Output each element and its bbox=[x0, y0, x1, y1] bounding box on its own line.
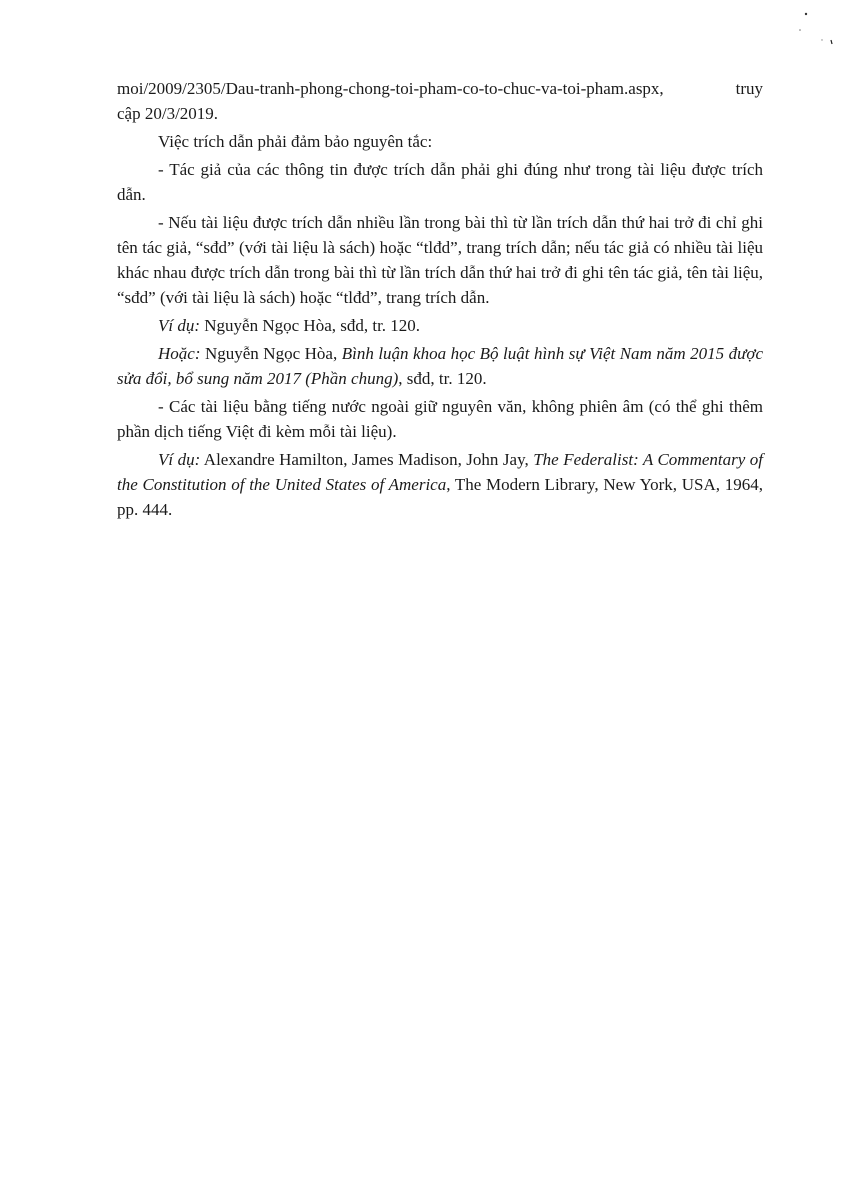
rule-foreign-paragraph: - Các tài liệu bằng tiếng nước ngoài giữ nguyên văn, không phiên âm (có thể ghi thêm phần dịch tiếng Việt đi kèm mỗi tài liệu). bbox=[117, 397, 763, 441]
example-3-title: The Federalist: A Commentary of the Constitution of the United States of America bbox=[117, 450, 763, 494]
scan-speck-marks bbox=[790, 10, 840, 50]
document-body bbox=[117, 76, 763, 522]
citation-url: moi/2009/2305/Dau-tranh-phong-chong-toi-pham-co-to-chuc-va-toi-pham.aspx, bbox=[117, 79, 664, 98]
example-1-paragraph bbox=[117, 313, 763, 338]
example-3-tail: , The Modern Library, New York, USA, 1964, pp. 444. bbox=[117, 475, 763, 519]
example-1-text: Nguyễn Ngọc Hòa, sđd, tr. 120. bbox=[200, 316, 421, 335]
example-3-paragraph bbox=[117, 447, 763, 522]
citation-access-label: truy bbox=[735, 79, 763, 98]
citation-access-date: cập 20/3/2019. bbox=[117, 104, 219, 123]
example-3-authors: Alexandre Hamilton, James Madison, John Jay, bbox=[200, 450, 534, 469]
example-2-tail: , sđd, tr. 120. bbox=[398, 369, 487, 388]
citation-url-line bbox=[117, 76, 763, 101]
example-2-label: Hoặc: bbox=[158, 344, 201, 363]
example-2-title: Bình luận khoa học Bộ luật hình sự Việt Nam năm 2015 được sửa đổi, bổ sung năm 2017 (Phần chung) bbox=[117, 344, 764, 388]
example-1-label: Ví dụ: bbox=[158, 316, 201, 335]
rule-repeat-paragraph: - Nếu tài liệu được trích dẫn nhiều lần trong bài thì từ lần trích dẫn thứ hai trở đi chỉ ghi tên tác giả, “sđd” (với tài liệu là sách) hoặc “tlđd”, trang trích dẫn; nếu tác giả có nhiều tài liệu khác nhau được trích dẫn trong bài thì từ lần trích dẫn thứ hai trở đi ghi tên tác giả, tên tài liệu, “sđd” (với tài liệu là sách) hoặc “tlđd”, trang trích dẫn. bbox=[117, 213, 763, 307]
rule-author-paragraph: - Tác giả của các thông tin được trích dẫn phải ghi đúng như trong tài liệu được trích dẫn. bbox=[117, 160, 763, 204]
principles-intro: Việc trích dẫn phải đảm bảo nguyên tắc: bbox=[158, 132, 433, 151]
example-2-author: Nguyễn Ngọc Hòa, bbox=[200, 344, 342, 363]
example-3-label: Ví dụ: bbox=[158, 450, 201, 469]
example-2-paragraph bbox=[117, 341, 763, 391]
